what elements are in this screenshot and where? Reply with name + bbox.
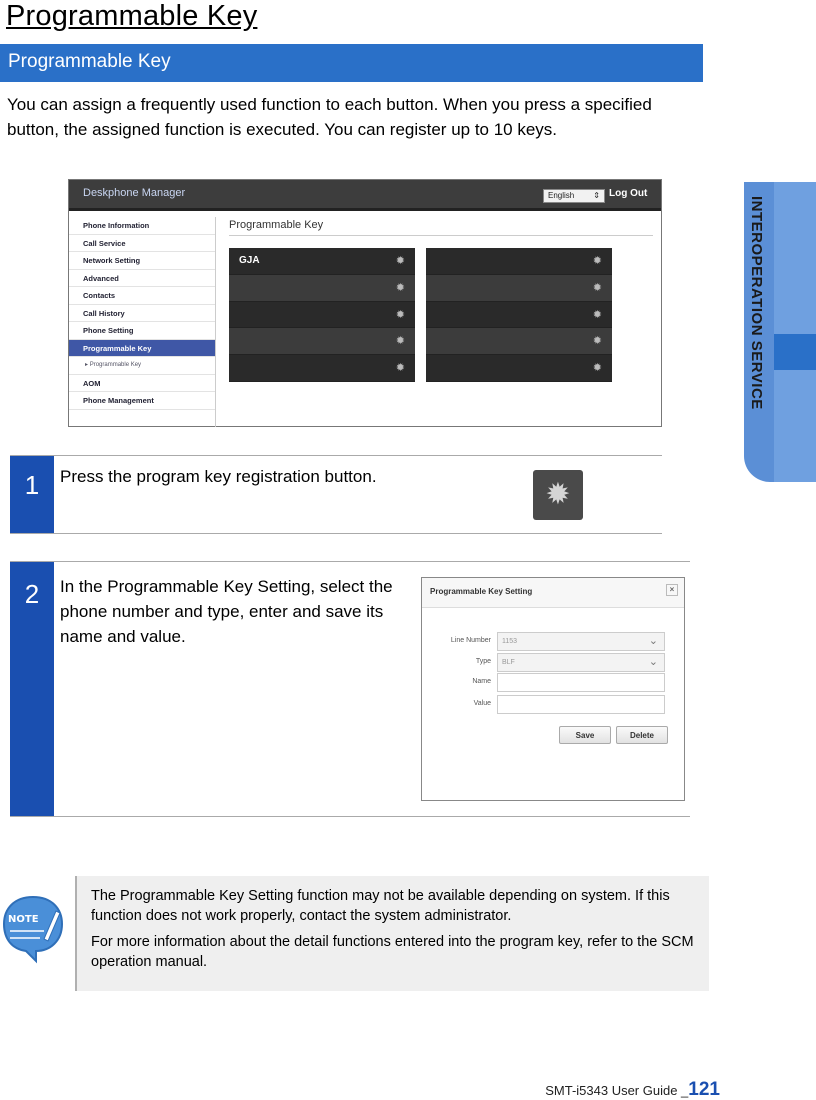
name-label: Name [472, 678, 491, 685]
submenu-item-programmable-key[interactable] [69, 357, 215, 375]
menu-item-programmable-key[interactable]: Programmable Key [69, 340, 215, 358]
key-row[interactable] [426, 355, 612, 382]
gear-icon[interactable]: ✹ [592, 362, 602, 375]
side-tab-label: INTEROPERATION SERVICE [748, 196, 765, 410]
menu-item-advanced[interactable]: Advanced [69, 270, 215, 288]
key-registration-button[interactable] [533, 470, 583, 520]
note-paragraph: For more information about the detail functions entered into the program key, refer to the SCM operation manual. [91, 934, 694, 970]
dialog-title-bar [422, 578, 684, 608]
step-text: Press the program key registration button. [60, 467, 377, 486]
gear-icon[interactable]: ✹ [395, 335, 405, 348]
value-label: Value [473, 700, 491, 707]
language-value: English [548, 191, 575, 200]
key-row[interactable] [426, 275, 612, 302]
footer-guide-label: SMT-i5343 User Guide _ [545, 1083, 689, 1098]
menu-divider [215, 217, 216, 427]
chevron-down-icon: ⌄ [648, 635, 658, 647]
app-header [69, 180, 661, 211]
menu-item-aom[interactable]: AOM [69, 375, 215, 393]
logout-link[interactable]: Log Out [609, 188, 648, 199]
gear-icon[interactable]: ✹ [395, 362, 405, 375]
gear-icon: ✹ [545, 478, 571, 511]
value-input[interactable] [497, 695, 665, 714]
content-title: Programmable Key [229, 219, 324, 231]
key-panel-right [426, 248, 612, 382]
gear-icon[interactable]: ✹ [395, 308, 405, 321]
note-paragraph: The Programmable Key Setting function may not be available depending on system. If this function does not work properly, contact the system administrator. [91, 888, 670, 924]
section-header: Programmable Key [0, 44, 703, 82]
gear-icon[interactable]: ✹ [395, 281, 405, 294]
side-tab-strip [774, 182, 816, 482]
line-number-label: Line Number [450, 637, 491, 644]
submenu-item-label: Programmable Key [89, 362, 142, 368]
name-input[interactable] [497, 673, 665, 692]
page-footer [545, 1079, 720, 1100]
key-row[interactable] [229, 355, 415, 382]
note-icon-text: NOTE [8, 914, 39, 925]
type-row [422, 653, 686, 673]
side-tab-marker [774, 334, 816, 370]
line-number-row [422, 632, 686, 652]
page-number: 121 [688, 1079, 720, 1100]
select-arrow-icon: ⇕ [593, 191, 600, 200]
gear-icon[interactable]: ✹ [592, 308, 602, 321]
language-select[interactable] [543, 189, 605, 203]
save-button[interactable]: Save [559, 726, 611, 744]
menu-item-call-history[interactable]: Call History [69, 305, 215, 323]
type-value: BLF [502, 659, 515, 666]
key-row[interactable] [229, 275, 415, 302]
key-row[interactable] [426, 302, 612, 329]
gear-icon[interactable]: ✹ [592, 335, 602, 348]
note-box [75, 876, 709, 991]
type-select[interactable] [497, 653, 665, 672]
delete-button[interactable]: Delete [616, 726, 668, 744]
note-icon [0, 889, 66, 965]
step-text: In the Programmable Key Setting, select the phone number and type, enter and save its name and value. [60, 577, 393, 646]
key-row[interactable] [229, 302, 415, 329]
line-number-select[interactable] [497, 632, 665, 651]
key-row[interactable] [229, 248, 415, 275]
key-label: GJA [239, 255, 260, 266]
key-row[interactable] [426, 328, 612, 355]
chapter-side-tab [744, 182, 816, 482]
line-number-value: 1153 [502, 638, 518, 645]
page-title: Programmable Key [6, 0, 258, 32]
menu-item-phone-management[interactable]: Phone Management [69, 392, 215, 410]
close-icon[interactable]: × [666, 584, 678, 596]
step-number: 2 [10, 562, 54, 816]
gear-icon[interactable]: ✹ [592, 281, 602, 294]
menu-item-phone-information[interactable]: Phone Information [69, 217, 215, 235]
step-number: 1 [10, 456, 54, 533]
gear-icon[interactable]: ✹ [395, 255, 405, 267]
type-label: Type [475, 658, 491, 665]
intro-paragraph: You can assign a frequently used function to each button. When you press a specified button, the assigned function is executed. You can register up to 10 keys. [7, 95, 652, 139]
app-title: Deskphone Manager [83, 187, 186, 199]
menu-item-call-service[interactable]: Call Service [69, 235, 215, 253]
sidebar-menu [69, 217, 215, 410]
name-row [422, 673, 686, 693]
gear-icon[interactable]: ✹ [592, 255, 602, 267]
key-row[interactable] [426, 248, 612, 275]
chevron-down-icon: ⌄ [648, 656, 658, 668]
programmable-key-setting-dialog [421, 577, 685, 801]
menu-item-network-setting[interactable]: Network Setting [69, 252, 215, 270]
key-panel-left [229, 248, 415, 382]
deskphone-manager-screenshot [68, 179, 662, 427]
menu-item-phone-setting[interactable]: Phone Setting [69, 322, 215, 340]
value-row [422, 695, 686, 715]
menu-item-contacts[interactable]: Contacts [69, 287, 215, 305]
dialog-title: Programmable Key Setting [430, 587, 533, 596]
submenu-arrow-icon: ▸ [85, 362, 90, 368]
key-row[interactable] [229, 328, 415, 355]
content-rule [229, 235, 653, 236]
